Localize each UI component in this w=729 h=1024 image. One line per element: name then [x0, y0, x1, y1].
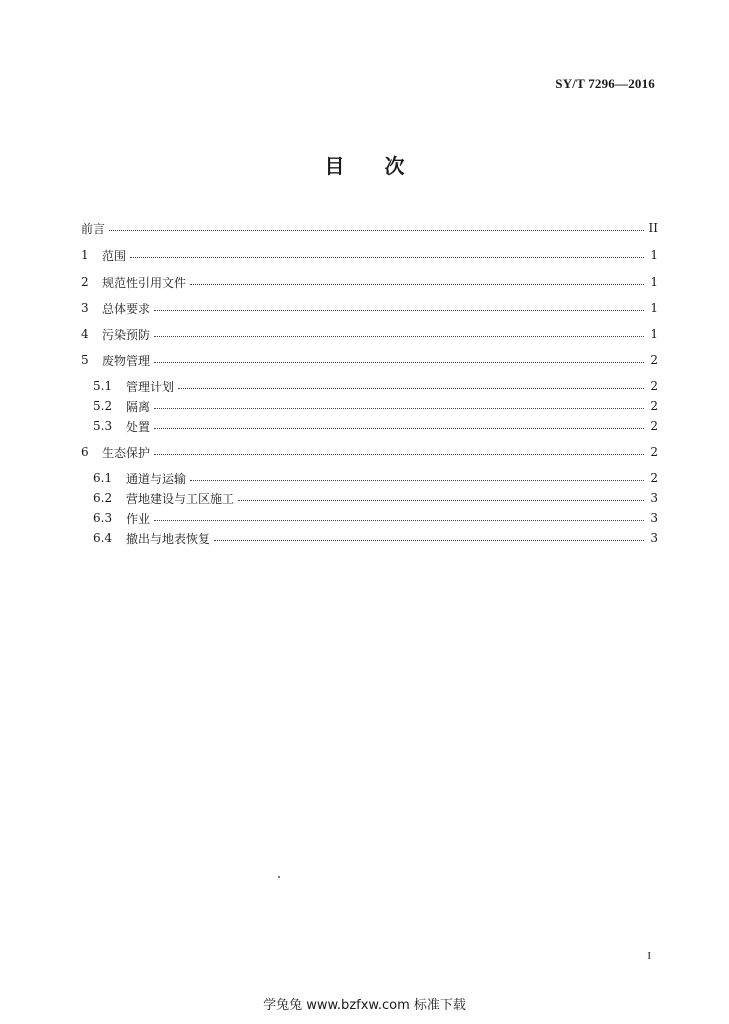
dot-leader	[109, 229, 644, 231]
toc-entry-label: 管理计划	[126, 379, 175, 394]
dot-leader	[154, 361, 644, 363]
toc-entry-6-2[interactable]	[93, 489, 658, 507]
toc-entry-number: 6.3	[93, 511, 113, 525]
toc-entry-number: 2	[81, 275, 89, 289]
page-number: I	[647, 950, 651, 962]
toc-entry-label: 范围	[102, 248, 127, 263]
toc-entry-label: 隔离	[126, 399, 151, 414]
toc-entry-4[interactable]	[81, 325, 658, 343]
toc-entry-page: 1	[650, 327, 658, 341]
toc-entry-page: 1	[650, 301, 658, 315]
dot-leader	[238, 499, 644, 501]
toc-entry-number: 1	[81, 248, 89, 262]
toc-entry-page: 2	[650, 353, 658, 367]
toc-entry-label: 处置	[126, 419, 151, 434]
dot-leader	[154, 407, 644, 409]
toc-entry-1[interactable]	[81, 246, 658, 264]
toc-entry-label: 前言	[81, 221, 106, 236]
toc-entry-page: 3	[650, 531, 658, 545]
toc-entry-page: 3	[650, 511, 658, 525]
toc-entry-6-4[interactable]	[93, 529, 658, 547]
dot-leader	[154, 453, 644, 455]
toc-entry-label: 规范性引用文件	[102, 275, 187, 290]
toc-entry-3[interactable]	[81, 299, 658, 317]
standard-code: SY/T 7296—2016	[555, 76, 655, 91]
toc-entry-label: 生态保护	[102, 445, 151, 460]
toc-entry-number: 6.4	[93, 531, 113, 545]
toc-entry-2[interactable]	[81, 273, 658, 291]
toc-entry-page: 3	[650, 491, 658, 505]
dot-leader	[178, 387, 644, 389]
toc-entry-number: 6	[81, 445, 89, 459]
dot-leader	[154, 309, 644, 311]
toc-entry-5-3[interactable]	[93, 417, 658, 435]
toc-entry-label: 通道与运输	[126, 471, 187, 486]
toc-entry-number: 5.1	[93, 379, 113, 393]
scan-speck	[278, 876, 280, 878]
toc-entry-number: 6.2	[93, 491, 113, 505]
toc-entry-number: 3	[81, 301, 89, 315]
toc-entry-page: 2	[650, 379, 658, 393]
toc-entry-label: 营地建设与工区施工	[126, 491, 235, 506]
toc-entry-label: 撤出与地表恢复	[126, 531, 211, 546]
toc-entry-5[interactable]	[81, 351, 658, 369]
page-title	[0, 150, 729, 179]
toc-entry-preface[interactable]	[81, 219, 658, 237]
toc-entry-label: 废物管理	[102, 353, 151, 368]
dot-leader	[154, 335, 644, 337]
dot-leader	[190, 283, 644, 285]
title-char-1: 目	[324, 154, 345, 178]
dot-leader	[154, 427, 644, 429]
toc-entry-label: 污染预防	[102, 327, 151, 342]
toc-entry-label: 总体要求	[102, 301, 151, 316]
toc-entry-number: 6.1	[93, 471, 113, 485]
toc-entry-label: 作业	[126, 511, 151, 526]
dot-leader	[190, 479, 644, 481]
toc-entry-page: 1	[650, 275, 658, 289]
watermark-text: 学兔兔 www.bzfxw.com 标准下载	[263, 998, 466, 1013]
dot-leader	[214, 539, 644, 541]
toc-entry-page: 2	[650, 471, 658, 485]
title-char-2: 次	[384, 154, 405, 178]
toc-entry-6-1[interactable]	[93, 469, 658, 487]
dot-leader	[154, 519, 644, 521]
toc-entry-page: II	[648, 221, 658, 235]
toc-entry-5-1[interactable]	[93, 377, 658, 395]
toc-entry-page: 1	[650, 248, 658, 262]
toc-entry-5-2[interactable]	[93, 397, 658, 415]
toc-entry-6-3[interactable]	[93, 509, 658, 527]
toc-entry-number: 4	[81, 327, 89, 341]
toc-entry-page: 2	[650, 445, 658, 459]
toc-entry-number: 5.3	[93, 419, 113, 433]
toc-entry-page: 2	[650, 399, 658, 413]
toc-entry-6[interactable]	[81, 443, 658, 461]
toc-entry-number: 5.2	[93, 399, 113, 413]
toc-entry-page: 2	[650, 419, 658, 433]
dot-leader	[130, 256, 644, 258]
toc-entry-number: 5	[81, 353, 89, 367]
